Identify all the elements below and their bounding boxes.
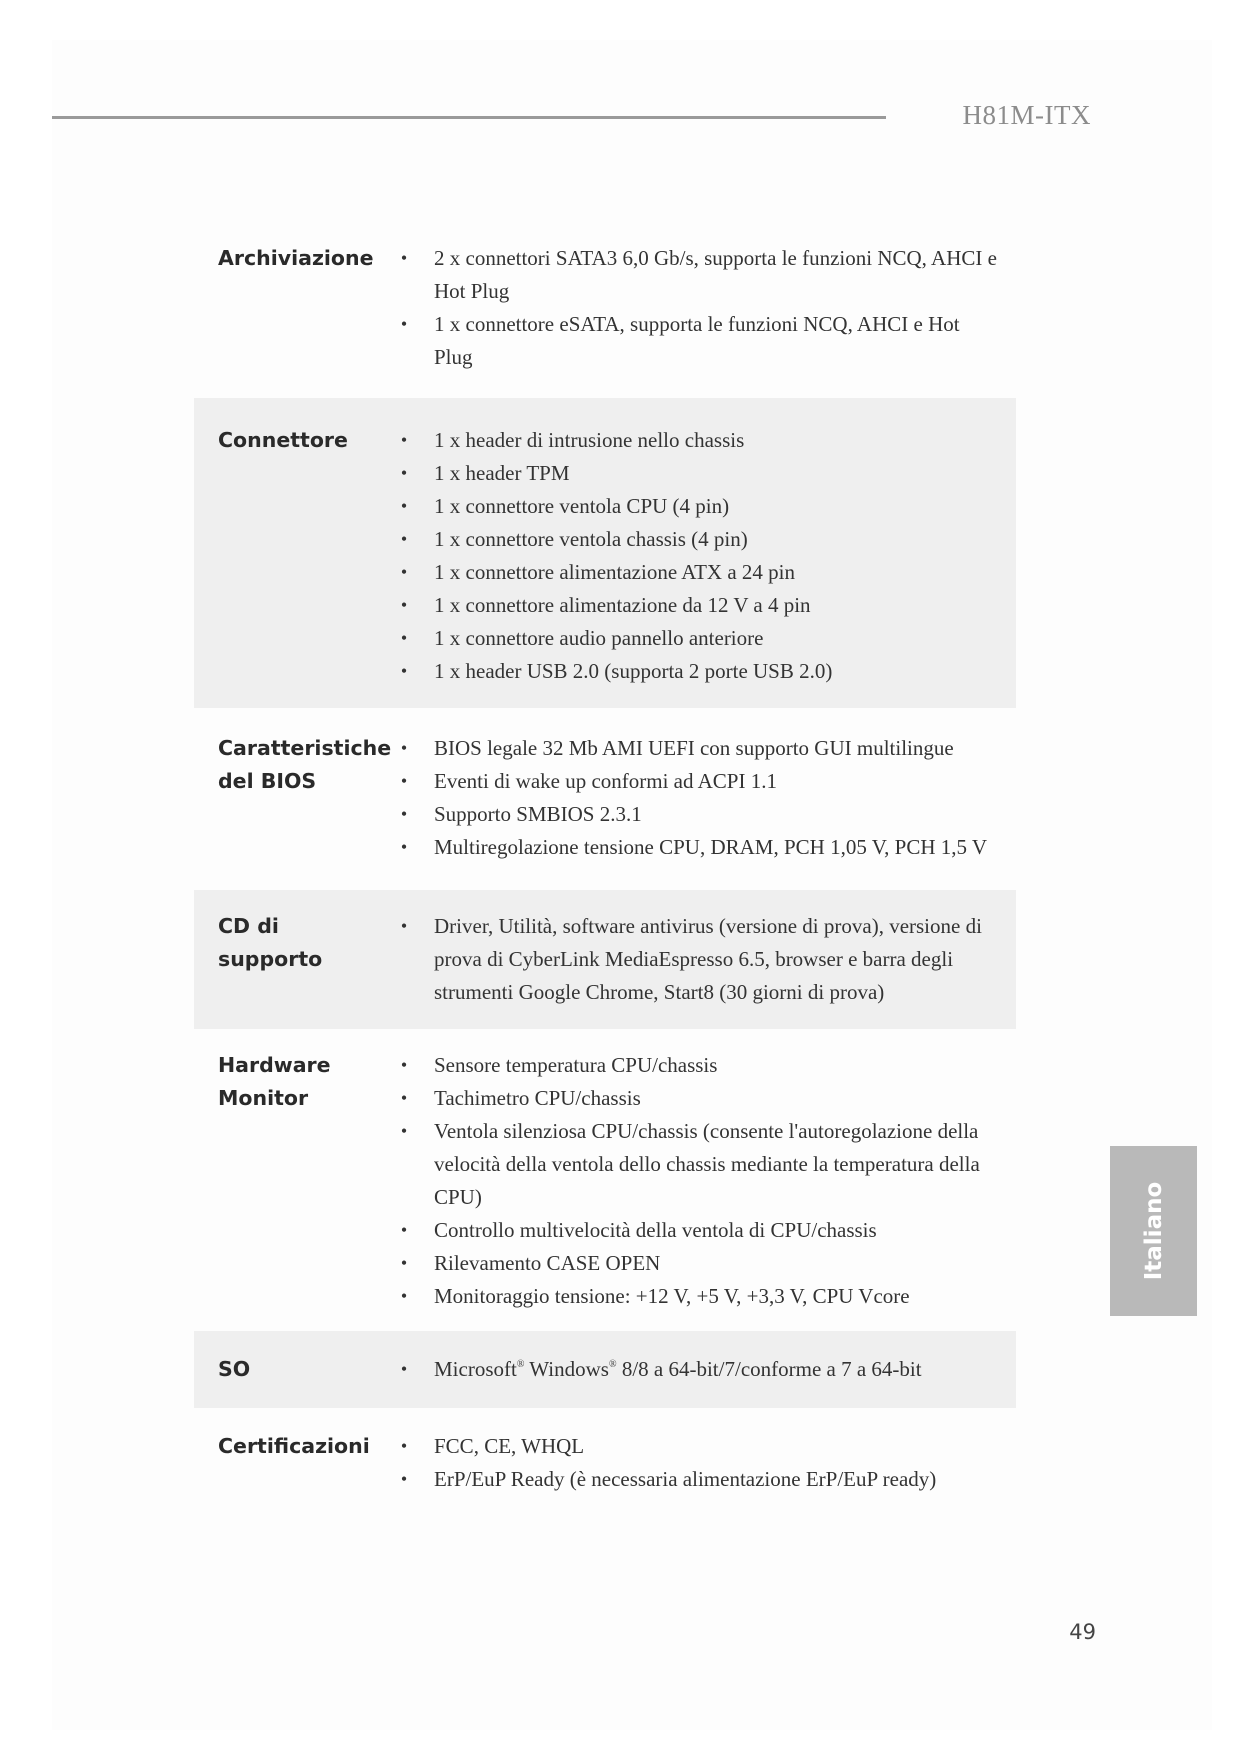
os-text: Microsoft® Windows® 8/8 a 64-bit/7/conforme a 7 a 64-bit: [434, 1357, 922, 1381]
bullet-icon: •: [400, 314, 408, 334]
bullet-icon: •: [400, 628, 408, 648]
spec-label: Caratteristiche del BIOS: [218, 736, 392, 793]
bullet-icon: •: [400, 738, 408, 758]
bullet-icon: •: [400, 1121, 408, 1141]
spec-label: Archiviazione: [218, 246, 374, 270]
spec-row-connectors: [194, 398, 1016, 708]
list-item: • FCC, CE, WHQL: [398, 1430, 1000, 1463]
list-item: • 1 x connettore alimentazione da 12 V a 4 pin: [398, 589, 1000, 622]
bullet-icon: •: [400, 1253, 408, 1273]
spec-items: [398, 242, 1000, 374]
list-item: [398, 1353, 1000, 1386]
bullet-icon: •: [400, 1055, 408, 1075]
spec-row-hardware-monitor: [194, 1029, 1016, 1331]
bullet-icon: •: [400, 1088, 408, 1108]
spec-label: SO: [218, 1357, 251, 1381]
bullet-icon: •: [400, 916, 408, 936]
list-item: • Multiregolazione tensione CPU, DRAM, PCH 1,05 V, PCH 1,5 V: [398, 831, 1000, 864]
bullet-icon: •: [400, 804, 408, 824]
bullet-icon: •: [400, 1359, 408, 1379]
bullet-icon: •: [400, 1220, 408, 1240]
spec-row-storage: [194, 236, 1016, 398]
header-rule: [52, 116, 886, 119]
spec-row-certifications: [194, 1408, 1016, 1516]
list-item: • 1 x connettore alimentazione ATX a 24 pin: [398, 556, 1000, 589]
bullet-icon: •: [400, 496, 408, 516]
bullet-icon: •: [400, 595, 408, 615]
list-item: • Sensore temperatura CPU/chassis: [398, 1049, 1000, 1082]
model-title: H81M-ITX: [962, 100, 1091, 130]
bullet-icon: •: [400, 661, 408, 681]
list-item: • Monitoraggio tensione: +12 V, +5 V, +3,3 V, CPU Vcore: [398, 1280, 1000, 1313]
list-item: • Rilevamento CASE OPEN: [398, 1247, 1000, 1280]
spec-items: [398, 910, 1000, 1009]
spec-label: Hardware Monitor: [218, 1053, 331, 1110]
list-item: • Tachimetro CPU/chassis: [398, 1082, 1000, 1115]
list-item: • 1 x connettore ventola chassis (4 pin): [398, 523, 1000, 556]
bullet-icon: •: [400, 562, 408, 582]
spec-row-bios: [194, 708, 1016, 890]
list-item: • 1 x header TPM: [398, 457, 1000, 490]
list-item: • Eventi di wake up conformi ad ACPI 1.1: [398, 765, 1000, 798]
list-item: • 1 x header USB 2.0 (supporta 2 porte USB 2.0): [398, 655, 1000, 688]
bullet-icon: •: [400, 430, 408, 450]
bullet-icon: •: [400, 837, 408, 857]
list-item: • Ventola silenziosa CPU/chassis (consente l'autoregolazione della velocità della ventola dello chassis mediante la temperatura della CPU): [398, 1115, 1000, 1214]
spec-items: [398, 1353, 1000, 1386]
language-tab: [1110, 1146, 1197, 1316]
bullet-icon: •: [400, 463, 408, 483]
bullet-icon: •: [400, 248, 408, 268]
language-tab-label: Italiano: [1140, 1181, 1167, 1281]
list-item: • 1 x connettore eSATA, supporta le funzioni NCQ, AHCI e Hot Plug: [398, 308, 1000, 374]
list-item: • 1 x header di intrusione nello chassis: [398, 424, 1000, 457]
list-item: • 2 x connettori SATA3 6,0 Gb/s, supporta le funzioni NCQ, AHCI e Hot Plug: [398, 242, 1000, 308]
bullet-icon: •: [400, 1436, 408, 1456]
list-item: • Driver, Utilità, software antivirus (versione di prova), versione di prova di CyberLink MediaEspresso 6.5, browser e barra degli strumenti Google Chrome, Start8 (30 giorni di prova): [398, 910, 1000, 1009]
list-item: • 1 x connettore ventola CPU (4 pin): [398, 490, 1000, 523]
spec-row-support-cd: [194, 890, 1016, 1029]
bullet-icon: •: [400, 1286, 408, 1306]
list-item: • BIOS legale 32 Mb AMI UEFI con supporto GUI multilingue: [398, 732, 1000, 765]
spec-label: Certificazioni: [218, 1434, 370, 1458]
bullet-icon: •: [400, 529, 408, 549]
list-item: • 1 x connettore audio pannello anteriore: [398, 622, 1000, 655]
spec-items: [398, 1430, 1000, 1496]
list-item: • Controllo multivelocità della ventola di CPU/chassis: [398, 1214, 1000, 1247]
bullet-icon: •: [400, 771, 408, 791]
page-number: 49: [1069, 1620, 1096, 1644]
spec-items: [398, 424, 1000, 688]
list-item: • Supporto SMBIOS 2.3.1: [398, 798, 1000, 831]
spec-items: [398, 732, 1000, 864]
spec-label: Connettore: [218, 428, 348, 452]
spec-row-os: [194, 1331, 1016, 1408]
spec-label: CD di supporto: [218, 914, 323, 971]
bullet-icon: •: [400, 1469, 408, 1489]
spec-items: [398, 1049, 1000, 1313]
list-item: • ErP/EuP Ready (è necessaria alimentazione ErP/EuP ready): [398, 1463, 1000, 1496]
spec-table: [194, 236, 1016, 1516]
